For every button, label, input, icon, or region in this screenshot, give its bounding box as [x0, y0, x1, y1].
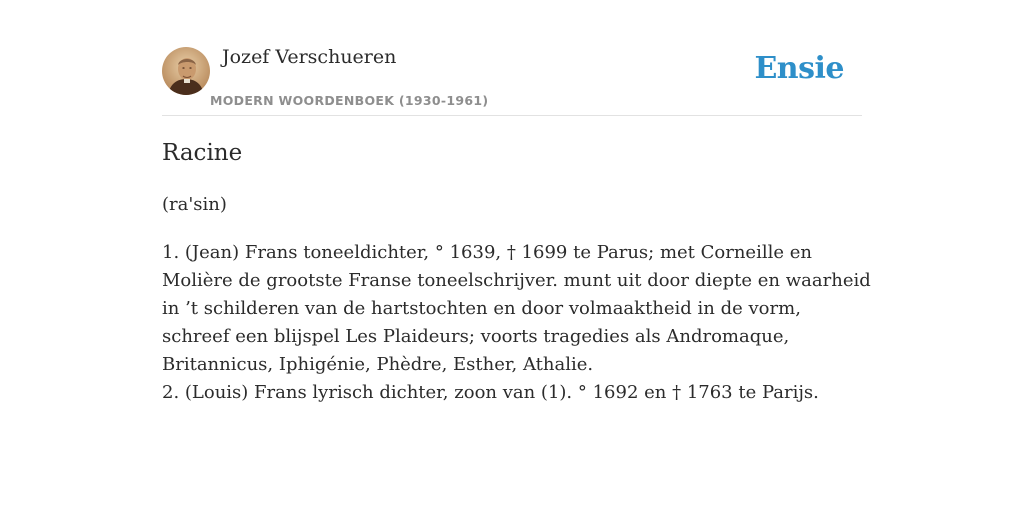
- brand-logo[interactable]: Ensie: [754, 51, 844, 86]
- author-name[interactable]: Jozef Verschueren: [222, 46, 397, 68]
- author-portrait-icon: [162, 47, 210, 95]
- definition-item: 2. (Louis) Frans lyrisch dichter, zoon van (1). ° 1692 en † 1763 te Parijs.: [162, 382, 819, 403]
- entry-definition: [162, 239, 874, 407]
- entry-header: [162, 0, 862, 116]
- definition-item: 1. (Jean) Frans toneeldichter, ° 1639, † 1699 te Parus; met Corneille en Molière de grootste Franse toneelschrijver. munt uit door diepte en waarheid in ’t schilderen van de hartstochten en door volmaaktheid in de vorm, schreef een blijspel Les Plaideurs; voorts tragedies als Andromaque, Britannicus, Iphigénie, Phèdre, Esther, Athalie.: [162, 242, 871, 375]
- entry-card: [162, 0, 871, 512]
- entry-pronunciation: (ra'sin): [162, 194, 227, 215]
- author-avatar[interactable]: [162, 47, 210, 95]
- source-label[interactable]: MODERN WOORDENBOEK (1930-1961): [210, 93, 489, 108]
- entry-title: Racine: [162, 140, 243, 166]
